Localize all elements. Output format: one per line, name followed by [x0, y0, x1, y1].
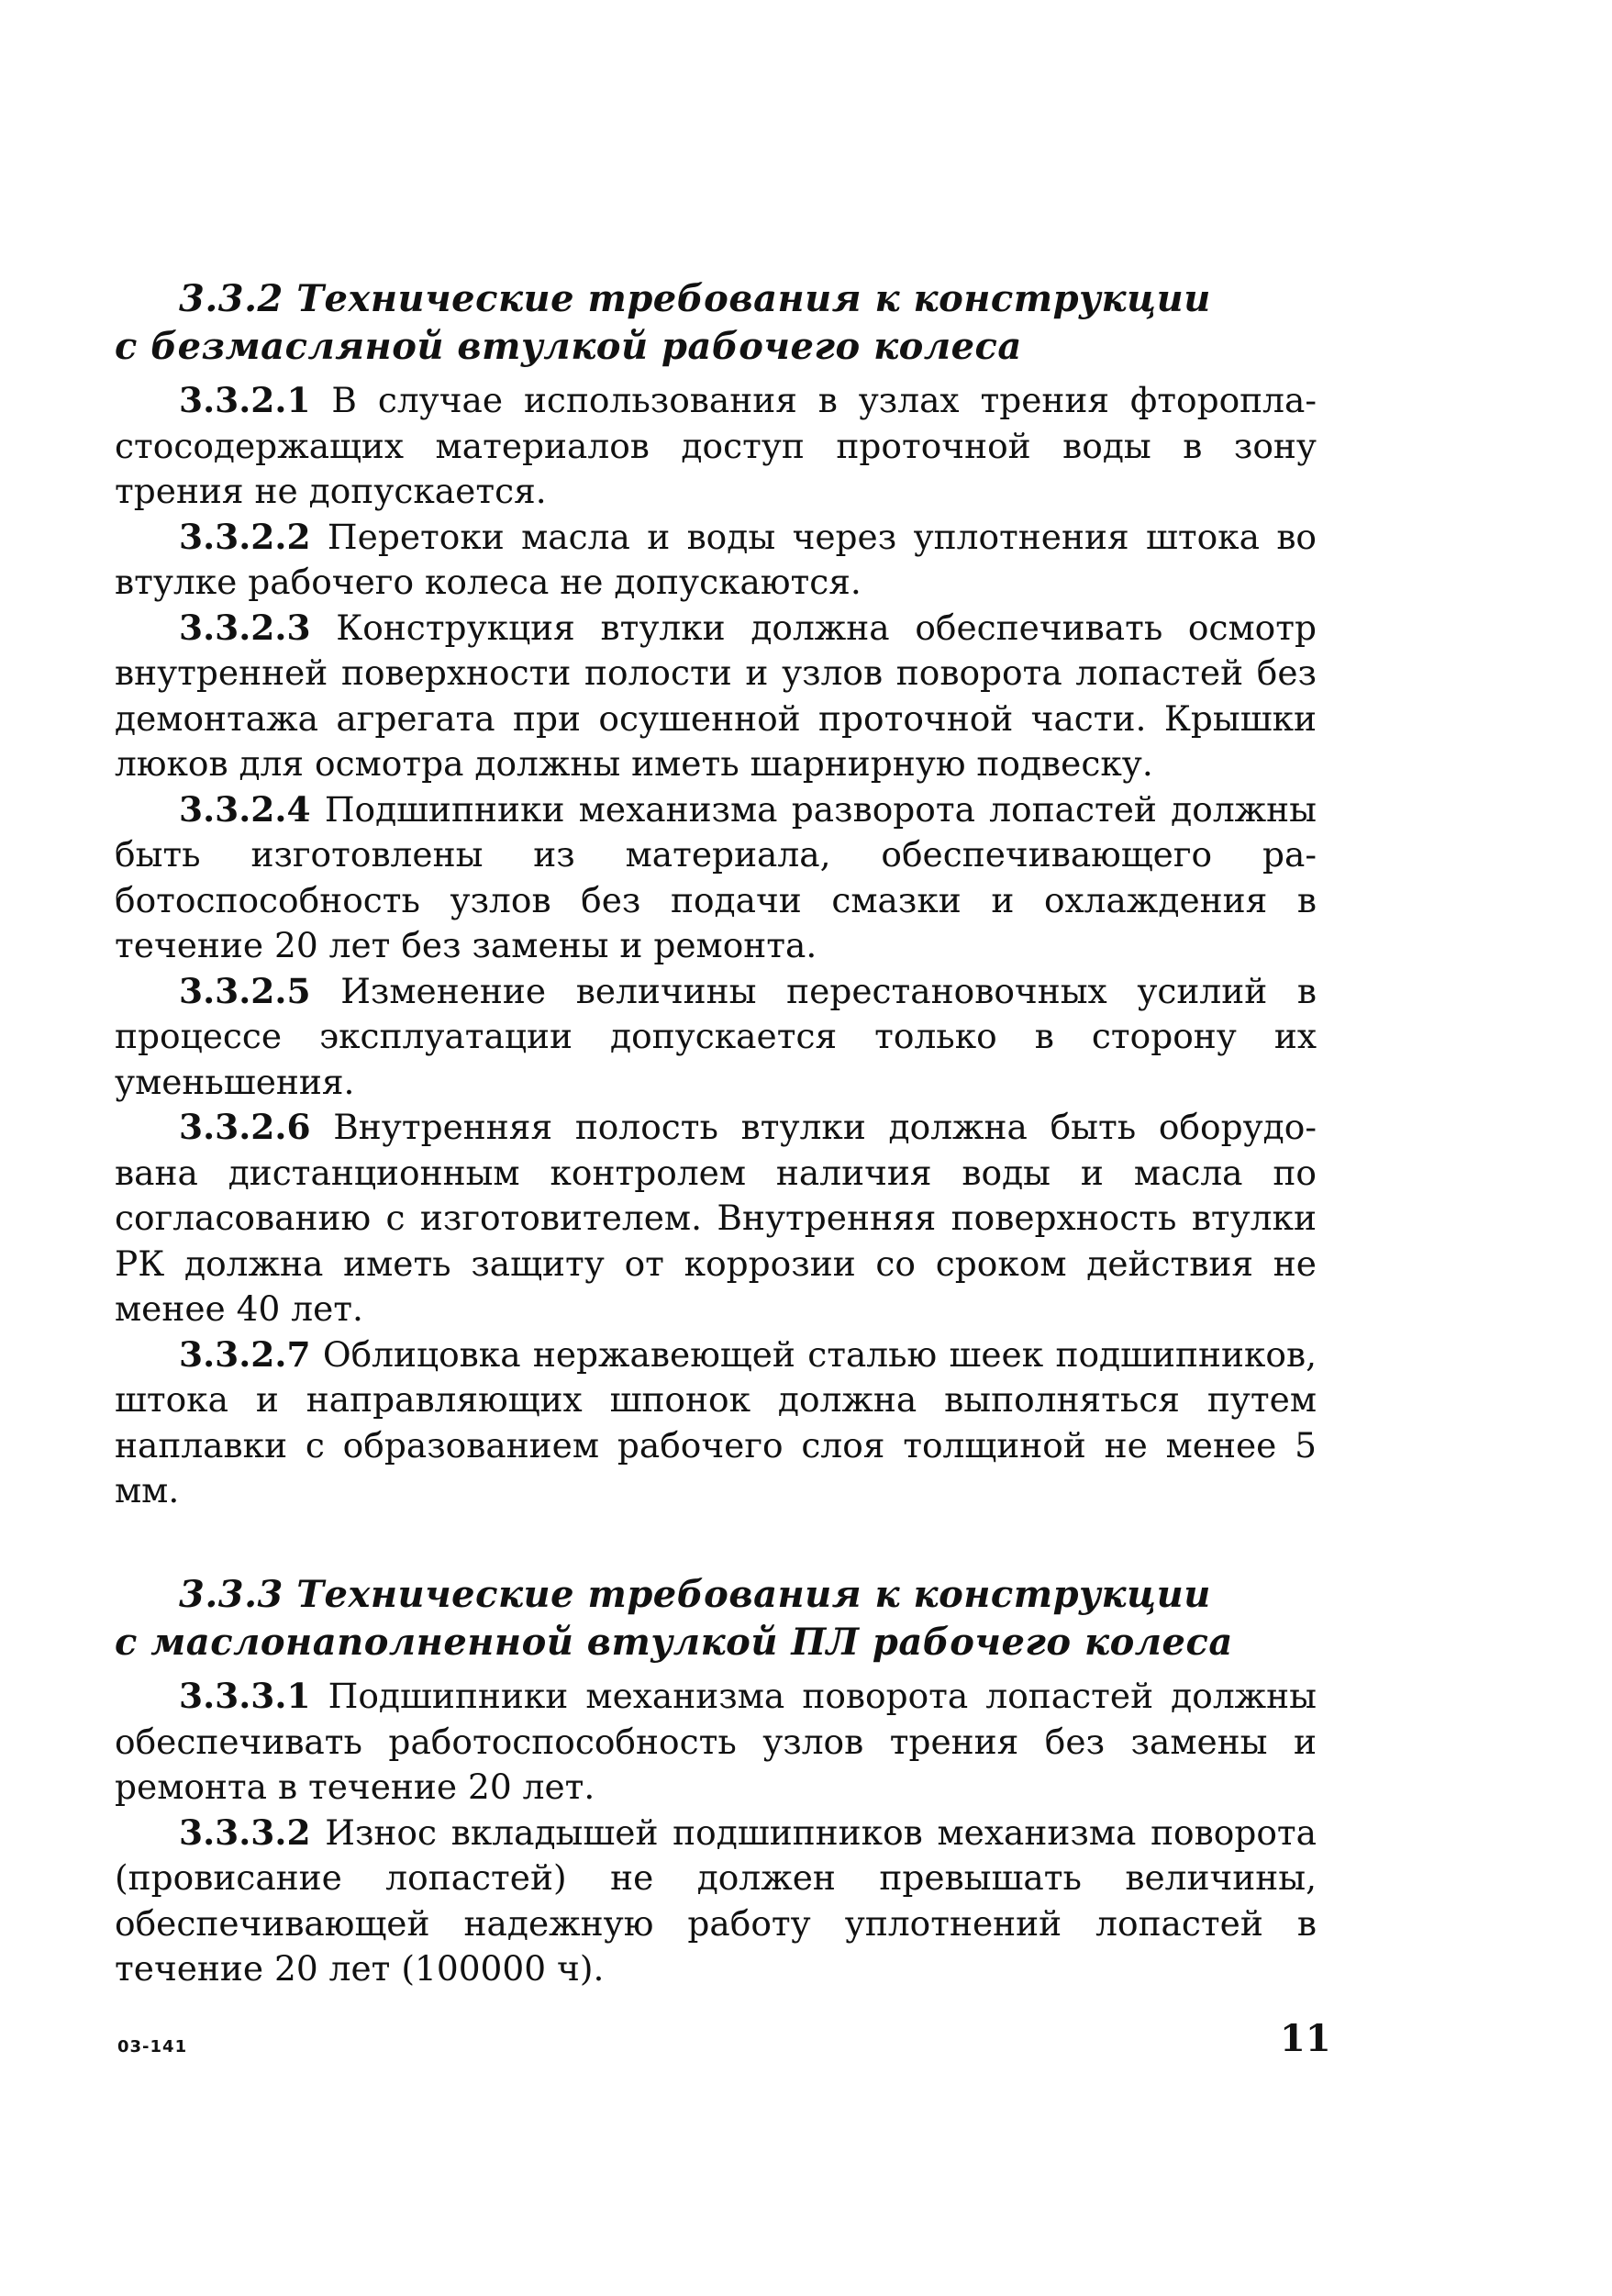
- paragraph-text: Подшипники механизма разворота лопастей должны быть изготовлены из материала, обеспечивающего работоспособность узлов без подачи смазки и охлаждения в течение 20 лет без замены и ремонта.: [115, 788, 1317, 965]
- paragraph-text: Подшипники механизма поворота лопастей должны обеспечивать работоспособность узлов трения без замены и ремонта в течение 20 лет.: [115, 1676, 1317, 1807]
- paragraph-text: Изменение величины перестановочных усилий в процессе эксплуатации допускается только в сторону их уменьшения.: [115, 970, 1317, 1102]
- paragraph-3-3-2-1: [115, 378, 1317, 515]
- section-heading-3-3-2: [115, 275, 1317, 371]
- paragraph-number: 3.3.2.7: [179, 1333, 311, 1375]
- page-number: 11: [1280, 2017, 1331, 2060]
- paragraph-text: В случае использования в узлах трения фторопластосодержащих материалов доступ проточной воды в зону трения не допускается.: [115, 380, 1317, 511]
- paragraph-text: Облицовка нержавеющей сталью шеек подшипников, штока и направляющих шпонок должна выполняться путем наплавки с образованием рабочего слоя толщиной не менее 5 мм.: [115, 1333, 1317, 1510]
- paragraph-text: Внутренняя полость втулки должна быть оборудована дистанционным контролем наличия воды и масла по согласованию с изготовителем. Внутренняя поверхность втулки РК должна иметь защиту от коррозии со сроком действия не менее 40 лет.: [115, 1107, 1317, 1329]
- paragraph-3-3-2-5: [115, 969, 1317, 1106]
- paragraph-3-3-3-2: [115, 1811, 1317, 1992]
- document-code: 03-141: [117, 2037, 188, 2056]
- paragraph-text: Износ вкладышей подшипников механизма поворота (провисание лопастей) не должен превышать величины, обеспечивающей надежную работу уплотнений лопастей в течение 20 лет (100000 ч).: [115, 1811, 1317, 1989]
- paragraph-number: 3.3.3.1: [179, 1676, 311, 1716]
- paragraph-3-3-3-1: [115, 1674, 1317, 1811]
- paragraph-number: 3.3.2.5: [179, 970, 311, 1011]
- paragraph-number: 3.3.2.1: [179, 380, 311, 420]
- paragraph-number: 3.3.2.3: [179, 607, 311, 648]
- section-heading-3-3-3: [115, 1571, 1317, 1666]
- section-heading-line: 3.3.3 Технические требования к конструкции: [179, 1573, 1211, 1616]
- paragraph-text: Перетоки масла и воды через уплотнения штока во втулке рабочего колеса не допускаются.: [115, 516, 1317, 602]
- paragraph-3-3-2-7: [115, 1332, 1317, 1514]
- paragraph-number: 3.3.2.2: [179, 516, 311, 557]
- paragraph-number: 3.3.2.6: [179, 1107, 311, 1147]
- paragraph-text: Конструкция втулки должна обеспечивать осмотр внутренней поверхности полости и узлов поворота лопастей без демонтажа агрегата при осушенной проточной части. Крышки люков для осмотра должны иметь шарнирную подвеску.: [115, 607, 1317, 784]
- section-body-3-3-2: [115, 378, 1317, 1514]
- paragraph-3-3-2-6: [115, 1105, 1317, 1332]
- section-heading-line: 3.3.2 Технические требования к конструкции: [179, 277, 1211, 320]
- paragraph-number: 3.3.3.2: [179, 1811, 311, 1853]
- section-heading-line: с маслонаполненной втулкой ПЛ рабочего колеса: [115, 1621, 1233, 1664]
- section-body-3-3-3: [115, 1674, 1317, 1992]
- paragraph-3-3-2-2: [115, 515, 1317, 606]
- paragraph-3-3-2-4: [115, 787, 1317, 969]
- paragraph-number: 3.3.2.4: [179, 788, 311, 830]
- section-heading-line: с безмасляной втулкой рабочего колеса: [115, 325, 1022, 368]
- paragraph-3-3-2-3: [115, 606, 1317, 787]
